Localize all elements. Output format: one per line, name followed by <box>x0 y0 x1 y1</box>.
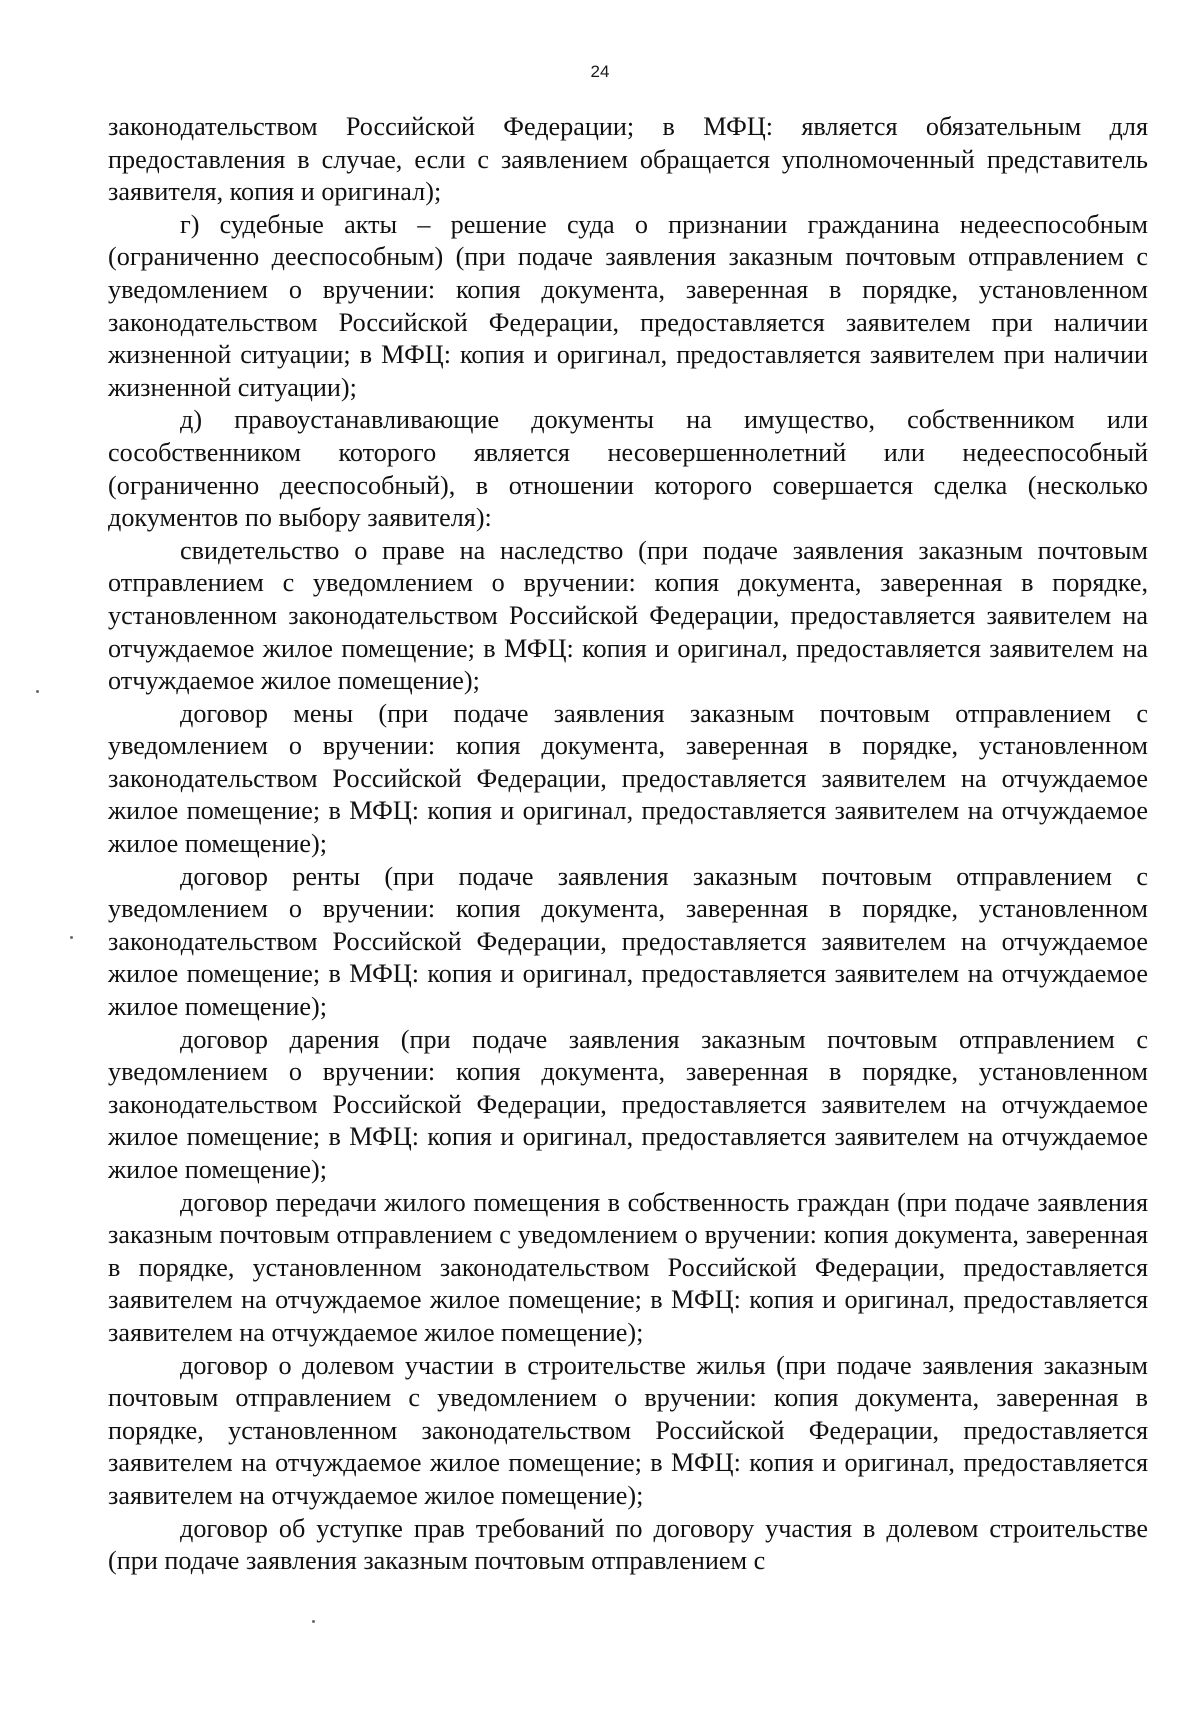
scan-speck <box>312 1620 315 1623</box>
scan-speck <box>36 690 39 693</box>
paragraph-annuity-contract: договор ренты (при подаче заявления заказным почтовым отправлением с уведомлением о вручении: копия документа, заверенная в порядке, установленном законодательством Российской Федерации, предоставляется заявителем на отчуждаемое жилое помещение; в МФЦ: копия и оригинал, предоставляется заявителем на отчуждаемое жилое помещение); <box>108 861 1148 1022</box>
paragraph-shared-construction-contract: договор о долевом участии в строительстве жилья (при подаче заявления заказным почтовым отправлением с уведомлением о вручении: копия документа, заверенная в порядке, установленном законодательством Российской Федерации, предоставляется заявителем на отчуждаемое жилое помещение; в МФЦ: копия и оригинал, предоставляется заявителем на отчуждаемое жилое помещение); <box>108 1350 1148 1510</box>
paragraph-privatization-contract: договор передачи жилого помещения в собственность граждан (при подаче заявления заказным почтовым отправлением с уведомлением о вручении: копия документа, заверенная в порядке, установленном законодательством Российской Федерации, предоставляется заявителем на отчуждаемое жилое помещение; в МФЦ: копия и оригинал, предоставляется заявителем на отчуждаемое жилое помещение); <box>108 1187 1148 1347</box>
paragraph-continuation: законодательством Российской Федерации; в МФЦ: является обязательным для предоставления в случае, если с заявлением обращается уполномоченный представитель заявителя, копия и оригинал); <box>108 112 1148 207</box>
paragraph-inheritance-certificate: свидетельство о праве на наследство (при подаче заявления заказным почтовым отправлением с уведомлением о вручении: копия документа, заверенная в порядке, установленном законодательством Российской Федерации, предоставляется заявителем на отчуждаемое жилое помещение; в МФЦ: копия и оригинал, предоставляется заявителем на отчуждаемое жилое помещение); <box>108 535 1148 696</box>
paragraph-assignment-contract: договор об уступке прав требований по договору участия в долевом строительстве (при подаче заявления заказным почтовым отправлением с <box>108 1513 1148 1576</box>
page-number: 24 <box>590 62 610 81</box>
paragraph-exchange-contract: договор мены (при подаче заявления заказным почтовым отправлением с уведомлением о вручении: копия документа, заверенная в порядке, установленном законодательством Российской Федерации, предоставляется заявителем на отчуждаемое жилое помещение; в МФЦ: копия и оригинал, предоставляется заявителем на отчуждаемое жилое помещение); <box>108 698 1148 859</box>
paragraph-gift-contract: договор дарения (при подаче заявления заказным почтовым отправлением с уведомлением о вручении: копия документа, заверенная в порядке, установленном законодательством Российской Федерации, предоставляется заявителем на отчуждаемое жилое помещение; в МФЦ: копия и оригинал, предоставляется заявителем на отчуждаемое жилое помещение); <box>108 1024 1148 1184</box>
paragraph-item-d-title-documents: д) правоустанавливающие документы на имущество, собственником или сособственником которого является несовершеннолетний или недееспособный (ограниченно дееспособный), в отношении которого совершается сделка (несколько документов по выбору заявителя): <box>108 405 1148 533</box>
scan-speck <box>70 936 73 939</box>
document-body <box>108 111 1148 1578</box>
paragraph-item-g-court-acts: г) судебные акты – решение суда о признании гражданина недееспособным (ограниченно дееспособным) (при подаче заявления заказным почтовым отправлением с уведомлением о вручении: копия документа, заверенная в порядке, установленном законодательством Российской Федерации, предоставляется заявителем при наличии жизненной ситуации; в МФЦ: копия и оригинал, предоставляется заявителем при наличии жизненной ситуации); <box>108 209 1148 402</box>
